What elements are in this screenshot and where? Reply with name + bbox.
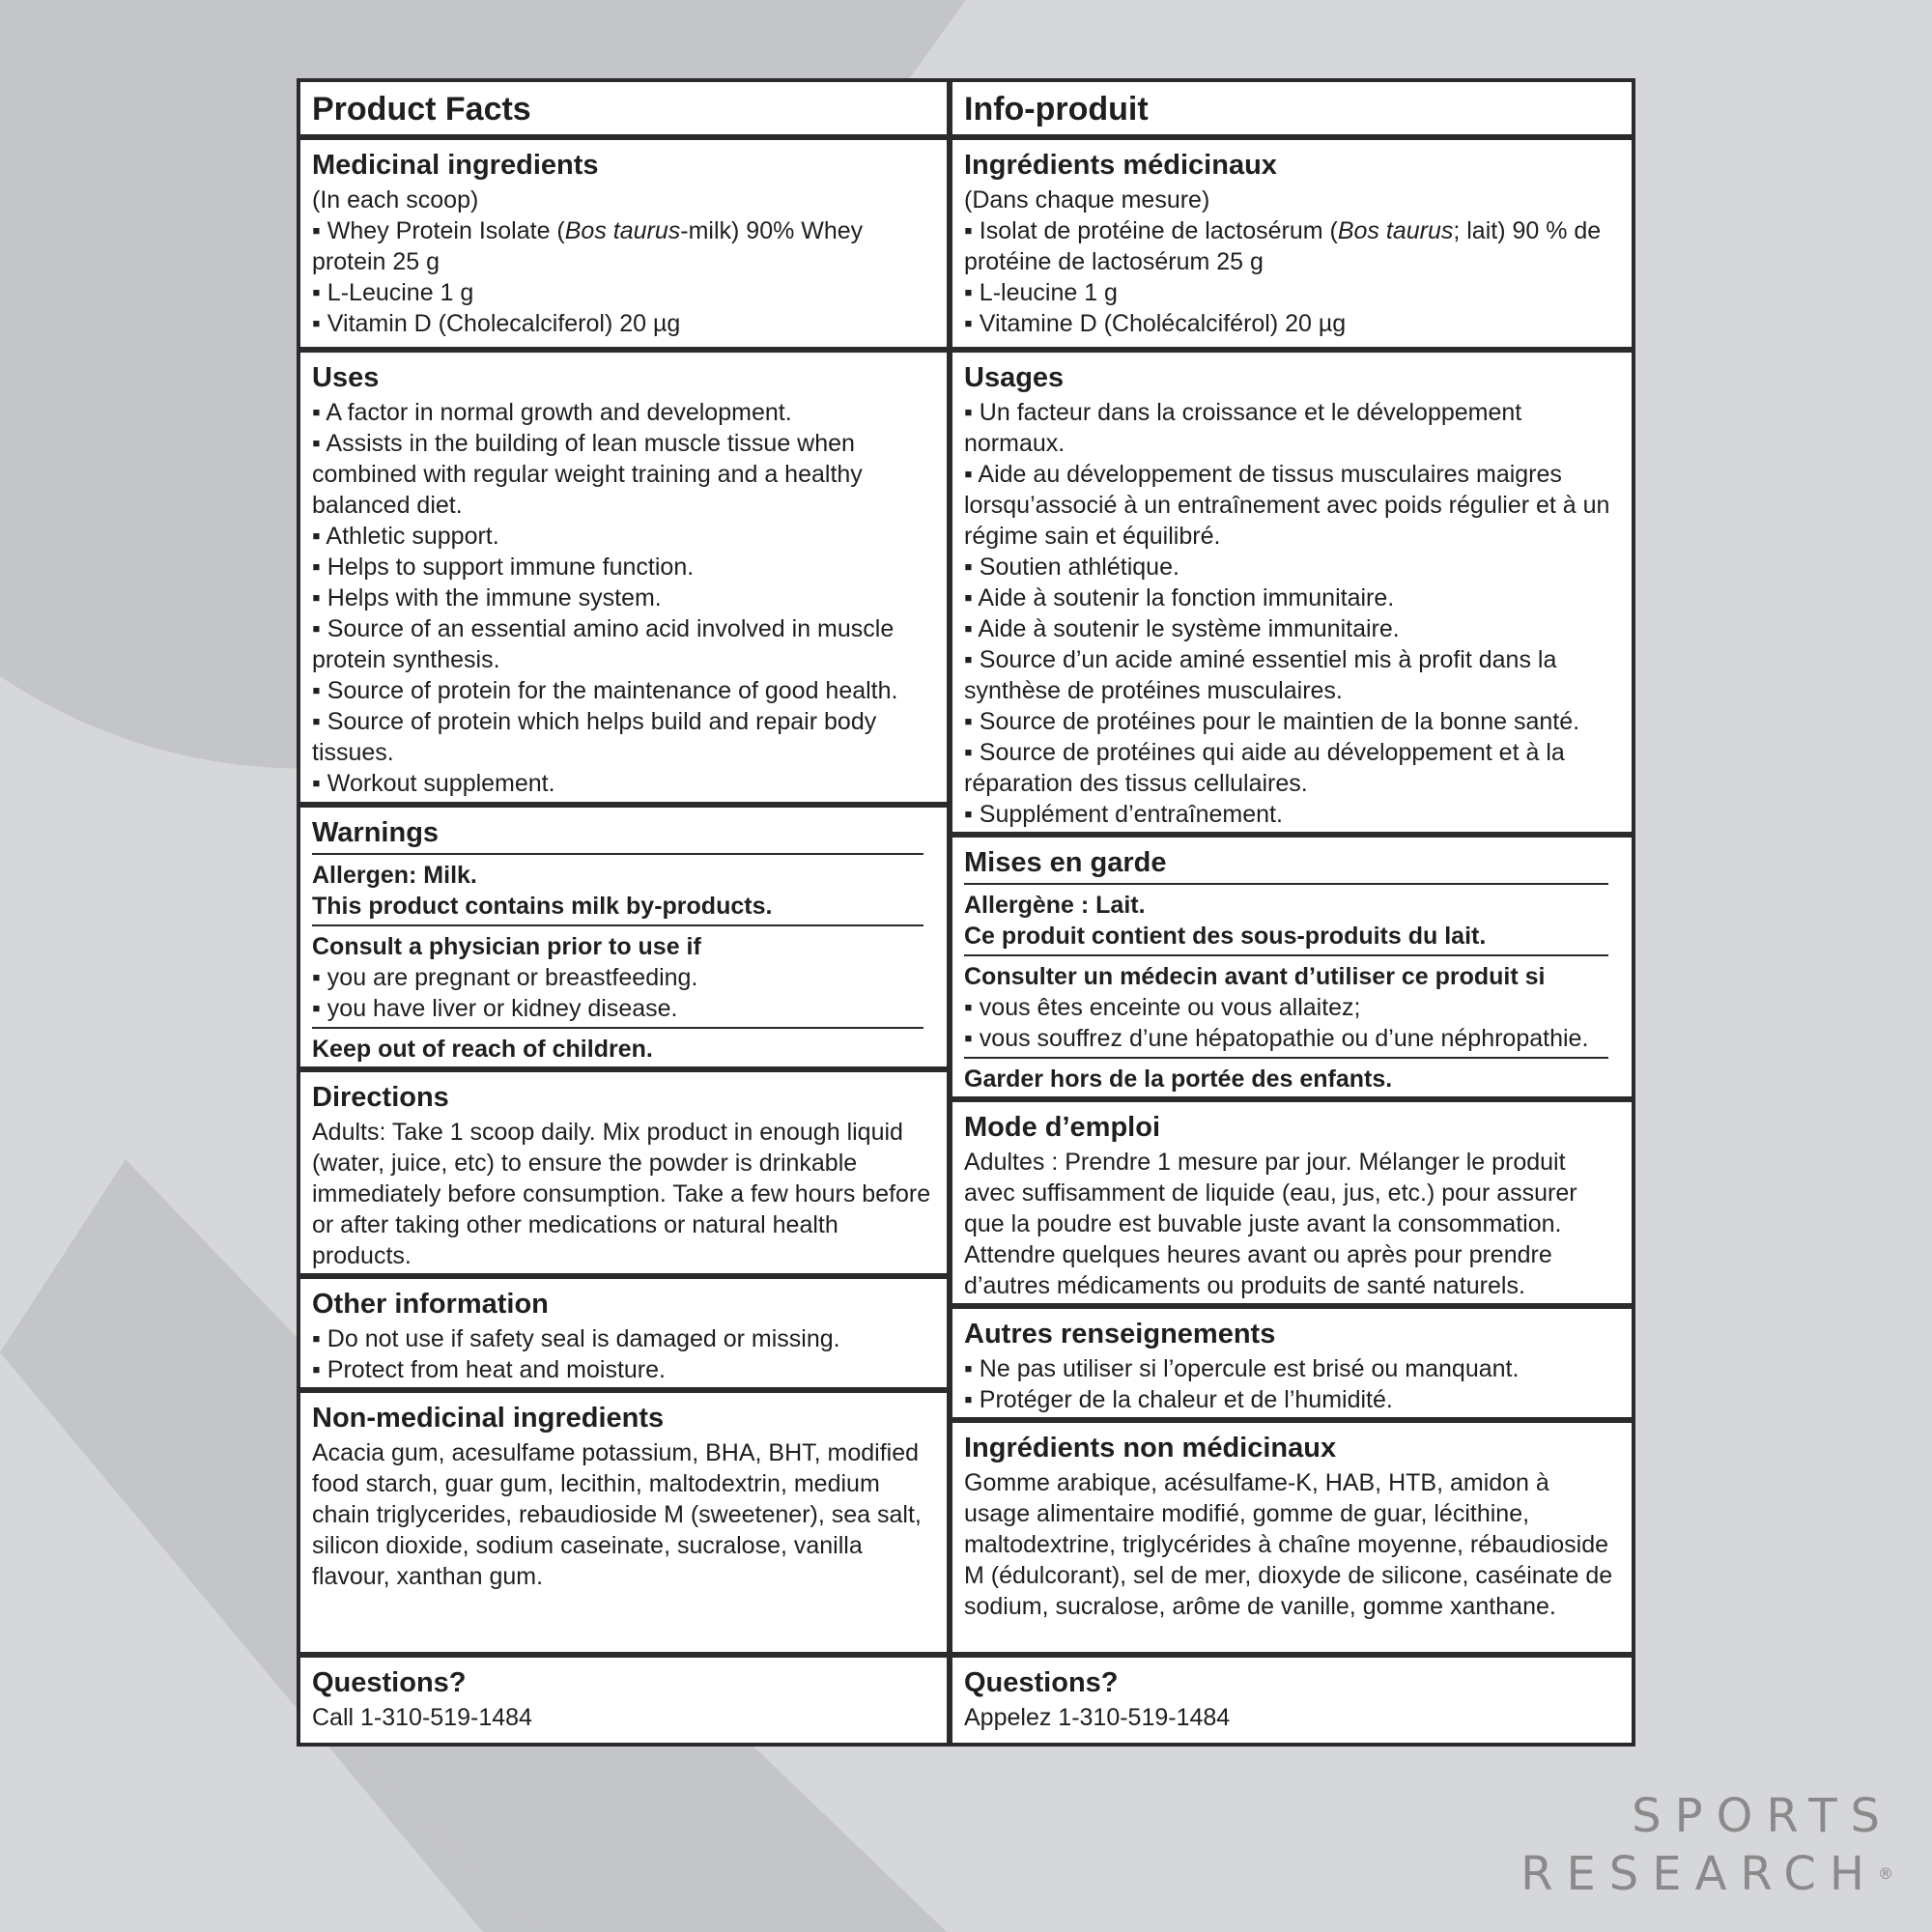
divider [312,1027,923,1029]
ingredient-line: ▪ Vitamin D (Cholecalciferol) 20 µg [312,309,681,337]
ingredient-line: ▪ Whey Protein Isolate (Bos taurus-milk) 90% Whey protein 25 g [312,216,864,275]
ingredient-line: ▪ Vitamine D (Cholécalciférol) 20 µg [964,309,1347,337]
non-medicinal-section [300,1393,947,1652]
keep-away-text: Garder hors de la portée des enfants. [964,1065,1393,1093]
section-heading: Warnings [312,816,440,848]
french-column [952,82,1632,1743]
section-heading: Questions? [964,1667,1119,1698]
questions-section [952,1658,1632,1743]
consult-text: Consult a physician prior to use if [312,932,701,960]
contains-text: Ce produit contient des sous-produits du lait. [964,922,1487,950]
consult-text: Consulter un médecin avant d’utiliser ce produit si [964,962,1546,990]
section-heading: Non-medicinal ingredients [312,1402,665,1434]
warnings-section [300,808,947,1066]
list-item: ▪ Helps to support immune function. [312,553,695,581]
divider [964,1057,1608,1059]
section-heading: Medicinal ingredients [312,149,599,181]
list-item: ▪ Aide à soutenir la fonction immunitaire. [964,583,1395,611]
ingredients-text: Gomme arabique, acésulfame-K, HAB, HTB, amidon à usage alimentaire modifié, gomme de guar, lécithine, maltodextrine, triglycérides à chaîne moyenne, rébaudioside M (édulcorant), sel de mer, dioxyde de silicone, caséinate de sodium, sucralose, arôme de vanille, gomme xanthane. [964,1468,1613,1620]
other-info-section [952,1309,1632,1417]
list-item: ▪ Source de protéines qui aide au développement et à la réparation des tissus cellulaires. [964,738,1565,797]
list-item: ▪ vous êtes enceinte ou vous allaitez; [964,993,1361,1021]
logo-line-1: SPORTS [1632,1789,1893,1843]
list-item: ▪ Source of an essential amino acid involved in muscle protein synthesis. [312,614,895,673]
list-item: ▪ Workout supplement. [312,769,555,797]
list-item: ▪ Athletic support. [312,522,499,550]
directions-section [952,1102,1632,1303]
list-item: ▪ Aide au développement de tissus musculaires maigres lorsqu’associé à un entraînement avec poids régulier et à un régime sain et équilibré. [964,460,1610,550]
directions-text: Adultes : Prendre 1 mesure par jour. Mélanger le produit avec suffisamment de liquide (eau, jus, etc.) pour assurer que la poudre est buvable juste avant la consommation. Attendre quelques heures avant ou après pour prendre d’autres médicaments ou produits de santé naturels. [964,1148,1577,1299]
list-item: ▪ you are pregnant or breastfeeding. [312,963,698,991]
ingredients-text: Acacia gum, acesulfame potassium, BHA, BHT, modified food starch, guar gum, lecithin, maltodextrin, medium chain triglycerides, rebaudioside M (sweetener), sea salt, silicon dioxide, sodium caseinate, sucralose, vanilla flavour, xanthan gum. [312,1438,922,1590]
questions-section [300,1658,947,1743]
section-heading: Questions? [312,1667,467,1698]
phone-text: Call 1-310-519-1484 [312,1704,532,1731]
warnings-section [952,838,1632,1096]
list-item: ▪ you have liver or kidney disease. [312,994,678,1022]
allergen-text: Allergène : Lait. [964,891,1146,919]
list-item: ▪ Soutien athlétique. [964,553,1179,581]
list-item: ▪ Aide à soutenir le système immunitaire. [964,614,1400,642]
medicinal-section [300,140,947,347]
ingredient-line: ▪ L-Leucine 1 g [312,278,474,306]
section-heading: Uses [312,361,380,393]
section-heading: Mode d’emploi [964,1111,1160,1143]
ingredient-line: ▪ L-leucine 1 g [964,278,1118,306]
section-heading: Ingrédients médicinaux [964,149,1277,181]
list-item: ▪ A factor in normal growth and development. [312,398,792,426]
product-facts-label [297,78,1635,1747]
divider [964,954,1608,956]
divider [964,883,1608,885]
non-medicinal-section [952,1423,1632,1652]
directions-text: Adults: Take 1 scoop daily. Mix product in enough liquid (water, juice, etc) to ensure the powder is drinkable immediately before consumption. Take a few hours before or after taking other medications or natural health products. [312,1118,931,1269]
other-info-section [300,1279,947,1387]
section-heading: Usages [964,361,1065,393]
brand-logo [1520,1787,1893,1903]
english-title: Product Facts [312,91,531,128]
subtitle: (Dans chaque mesure) [964,185,1210,213]
list-item: ▪ Ne pas utiliser si l’opercule est brisé ou manquant. [964,1354,1520,1382]
list-item: ▪ Helps with the immune system. [312,583,662,611]
list-item: ▪ Source of protein for the maintenance of good health. [312,676,898,704]
directions-section [300,1072,947,1273]
list-item: ▪ Source de protéines pour le maintien de la bonne santé. [964,707,1580,735]
ingredient-line: ▪ Isolat de protéine de lactosérum (Bos taurus; lait) 90 % de protéine de lactosérum 25 g [964,216,1602,275]
section-heading: Autres renseignements [964,1318,1276,1350]
subtitle: (In each scoop) [312,185,479,213]
list-item: ▪ Source d’un acide aminé essentiel mis à profit dans la synthèse de protéines musculaires. [964,645,1557,704]
list-item: ▪ Do not use if safety seal is damaged or missing. [312,1324,840,1352]
list-item: ▪ Protéger de la chaleur et de l’humidité. [964,1385,1393,1413]
list-item: ▪ Protect from heat and moisture. [312,1355,666,1383]
divider [312,924,923,926]
uses-section [952,353,1632,832]
list-item: ▪ Supplément d’entraînement. [964,800,1283,828]
divider [312,853,923,855]
list-item: ▪ Assists in the building of lean muscle tissue when combined with regular weight training and a healthy balanced diet. [312,429,863,519]
section-heading: Ingrédients non médicinaux [964,1432,1337,1463]
contains-text: This product contains milk by-products. [312,892,773,920]
section-heading: Mises en garde [964,846,1167,878]
section-heading: Other information [312,1288,549,1320]
english-column [300,82,947,1743]
medicinal-section [952,140,1632,347]
allergen-text: Allergen: Milk. [312,861,477,889]
uses-section [300,353,947,802]
french-title: Info-produit [964,91,1149,128]
keep-away-text: Keep out of reach of children. [312,1035,653,1063]
list-item: ▪ Un facteur dans la croissance et le développement normaux. [964,398,1522,457]
section-heading: Directions [312,1081,449,1113]
list-item: ▪ Source of protein which helps build and repair body tissues. [312,707,877,766]
phone-text: Appelez 1-310-519-1484 [964,1704,1231,1731]
list-item: ▪ vous souffrez d’une hépatopathie ou d’une néphropathie. [964,1024,1589,1052]
logo-line-2: RESEARCH® [1520,1847,1893,1901]
